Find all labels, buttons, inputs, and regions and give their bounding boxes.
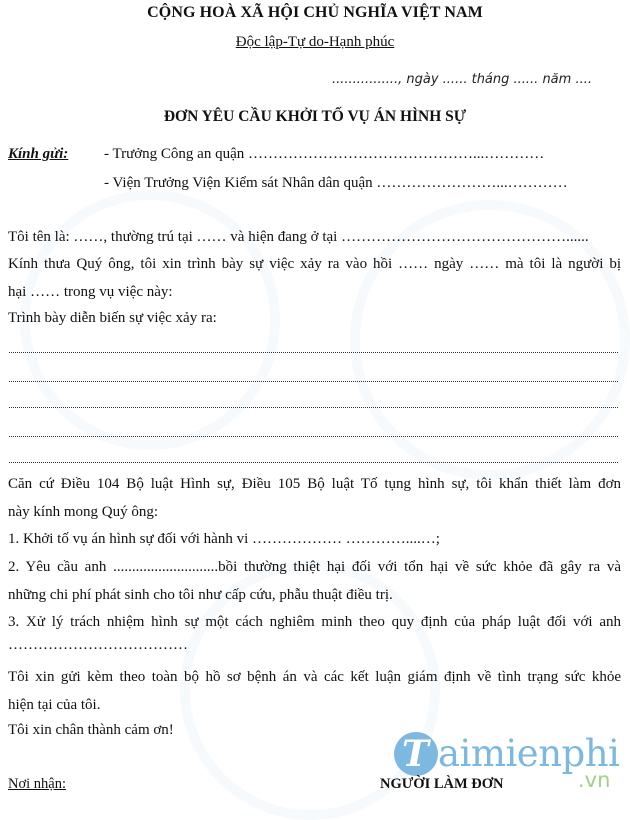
- attachment-line-1: Tôi xin gửi kèm theo toàn bộ hồ sơ bệnh án và các kết luận giám định về tình trạng sức khỏe: [8, 669, 621, 685]
- legal-basis-line-1: Căn cứ Điều 104 Bộ luật Hình sự, Điều 105 Bộ luật Tố tụng hình sự, tôi khẩn thiết làm đơn: [8, 476, 621, 492]
- request-item-2-line-1: 2. Yêu cầu anh ............................bồi thường thiệt hại đối với tổn hại về sức khỏe đã gây ra và: [8, 559, 621, 575]
- blank-line: [9, 407, 618, 408]
- recipient-procuracy: - Viện Trưởng Viện Kiểm sát Nhân dân quận ……………………...…………: [104, 175, 568, 191]
- national-title: CỘNG HOÀ XÃ HỘI CHỦ NGHĨA VIỆT NAM: [147, 4, 483, 21]
- request-item-1: 1. Khởi tố vụ án hình sự đối với hành vi ……………… …………....…;: [8, 531, 440, 547]
- intro-line: Tôi tên là: ……, thường trú tại …… và hiện đang ở tại ………………………………………......: [8, 229, 589, 245]
- blank-line: [9, 462, 618, 463]
- describe-label: Trình bày diễn biến sự việc xảy ra:: [8, 310, 217, 326]
- logo-text: aimienphi: [438, 732, 620, 775]
- incident-line-2: hại …… trong vụ việc này:: [8, 284, 173, 300]
- thanks-line: Tôi xin chân thành cảm ơn!: [8, 722, 174, 738]
- request-item-2-line-2: những chi phí phát sinh cho tôi như cấp cứu, phẫu thuật điều trị.: [8, 587, 393, 603]
- document-title: ĐƠN YÊU CẦU KHỞI TỐ VỤ ÁN HÌNH SỰ: [163, 108, 467, 125]
- date-line: ................, ngày ...... tháng ...... năm ....: [332, 72, 592, 87]
- attachment-line-2: hiện tại của tôi.: [8, 697, 101, 713]
- national-motto: [0, 34, 630, 51]
- blank-line: [9, 381, 618, 382]
- logo-suffix: .vn: [578, 768, 611, 792]
- recipient-label: Kính gửi:: [8, 146, 69, 162]
- blank-line: [9, 352, 618, 353]
- incident-line-1: Kính thưa Quý ông, tôi xin trình bày sự việc xảy ra vào hồi …… ngày …… mà tôi là người bị: [8, 256, 621, 272]
- recipient-police: - Trưởng Công an quận ………………………………………...…………: [104, 146, 545, 162]
- signature-label: NGƯỜI LÀM ĐƠN: [380, 776, 504, 792]
- receivers-label: Nơi nhận:: [8, 776, 67, 792]
- motto-text: Độc lập-Tự do-Hạnh phúc: [235, 34, 395, 50]
- request-item-3-line-2: ………………………………: [8, 637, 188, 653]
- request-item-3-line-1: 3. Xử lý trách nhiệm hình sự một cách nghiêm minh theo quy định của pháp luật đối với anh: [8, 614, 621, 630]
- blank-line: [9, 436, 618, 437]
- legal-basis-line-2: này kính mong Quý ông:: [8, 504, 158, 520]
- logo-initial: T: [402, 733, 429, 775]
